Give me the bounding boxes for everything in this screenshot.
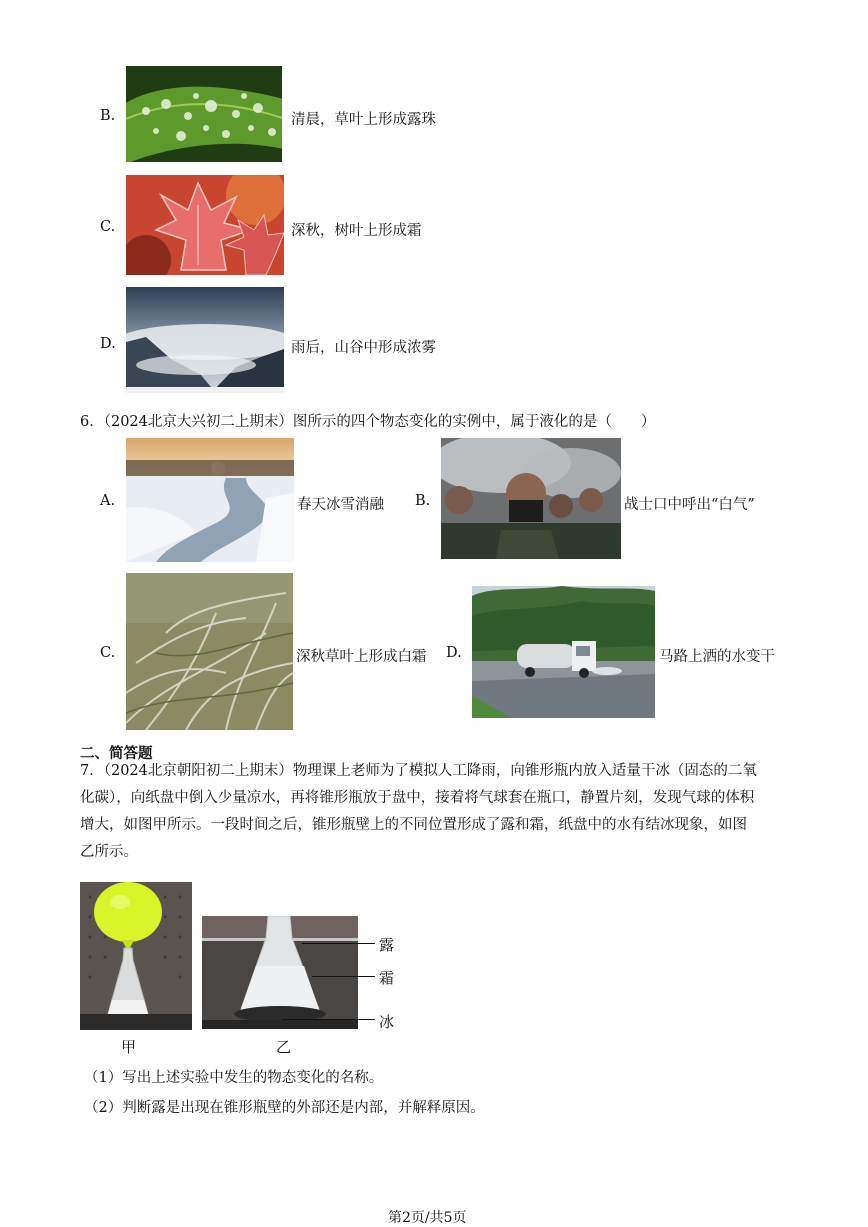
q6-option-c-text: 深秋草叶上形成白霜 <box>296 649 427 665</box>
q5-option-d-letter: D. <box>100 336 116 352</box>
q7-stem-line: 化碳），向纸盘中倒入少量凉水，再将锥形瓶放于盘中，接着将气球套在瓶口，静置片刻，发现气球的体积 <box>80 790 755 806</box>
page-number: 第2页/共5页 <box>388 1210 467 1226</box>
q6-option-a-text: 春天冰雪消融 <box>297 497 384 513</box>
q5-option-c-text: 深秋，树叶上形成霜 <box>291 223 422 239</box>
figure-jia-caption: 甲 <box>121 1038 137 1056</box>
q7-stem-line: 增大，如图甲所示。一段时间之后，锥形瓶壁上的不同位置形成了露和霜，纸盘中的水有结冰现象，如图 <box>80 817 747 833</box>
label-line-shuang <box>312 976 375 977</box>
frost-on-red-maple-leaf-image <box>126 175 284 275</box>
q7-stem-line: 7．（2024北京朝阳初二上期末）物理课上老师为了模拟人工降雨，向锥形瓶内放入适量干冰（固态的二氧 <box>80 763 757 779</box>
q5-option-c-letter: C. <box>100 219 116 235</box>
section-title: 二、简答题 <box>80 746 153 762</box>
q6-option-d-letter: D. <box>446 645 462 661</box>
q5-option-d-text: 雨后，山谷中形成浓雾 <box>291 340 436 356</box>
label-shuang: 霜 <box>379 969 395 987</box>
label-lu: 露 <box>379 936 395 954</box>
q6-option-d-text: 马路上洒的水变干 <box>659 649 775 665</box>
q6-option-a-letter: A. <box>100 493 116 509</box>
frost-on-grass-image <box>126 573 293 730</box>
q6-option-b-text: 战士口中呼出“白气” <box>624 497 755 513</box>
label-line-bing <box>282 1019 375 1020</box>
q6-option-b-letter: B. <box>415 493 431 509</box>
flask-with-balloon-image <box>80 882 192 1030</box>
dew-on-grass-leaf-image <box>126 66 282 162</box>
q6-option-c-letter: C. <box>100 645 116 661</box>
q7-sub-question-2: （2）判断露是出现在锥形瓶壁的外部还是内部，并解释原因。 <box>84 1100 485 1116</box>
label-bing: 冰 <box>379 1013 395 1031</box>
q5-option-b-text: 清晨，草叶上形成露珠 <box>291 112 436 128</box>
melting-snow-stream-image <box>126 438 294 562</box>
water-truck-on-road-image <box>472 586 655 718</box>
q7-stem <box>80 758 800 866</box>
fog-in-mountain-valley-image <box>126 287 284 393</box>
frosted-flask-image <box>202 916 358 1029</box>
q6-stem: 6．（2024北京大兴初二上期末）图所示的四个物态变化的实例中，属于液化的是（ ） <box>80 414 656 430</box>
label-line-lu <box>302 943 375 944</box>
q7-stem-line: 乙所示。 <box>80 844 138 860</box>
soldiers-breath-mist-image <box>441 438 621 559</box>
q7-sub-question-1: （1）写出上述实验中发生的物态变化的名称。 <box>84 1070 384 1086</box>
q5-option-b-letter: B. <box>100 108 116 124</box>
figure-yi-caption: 乙 <box>276 1038 292 1056</box>
